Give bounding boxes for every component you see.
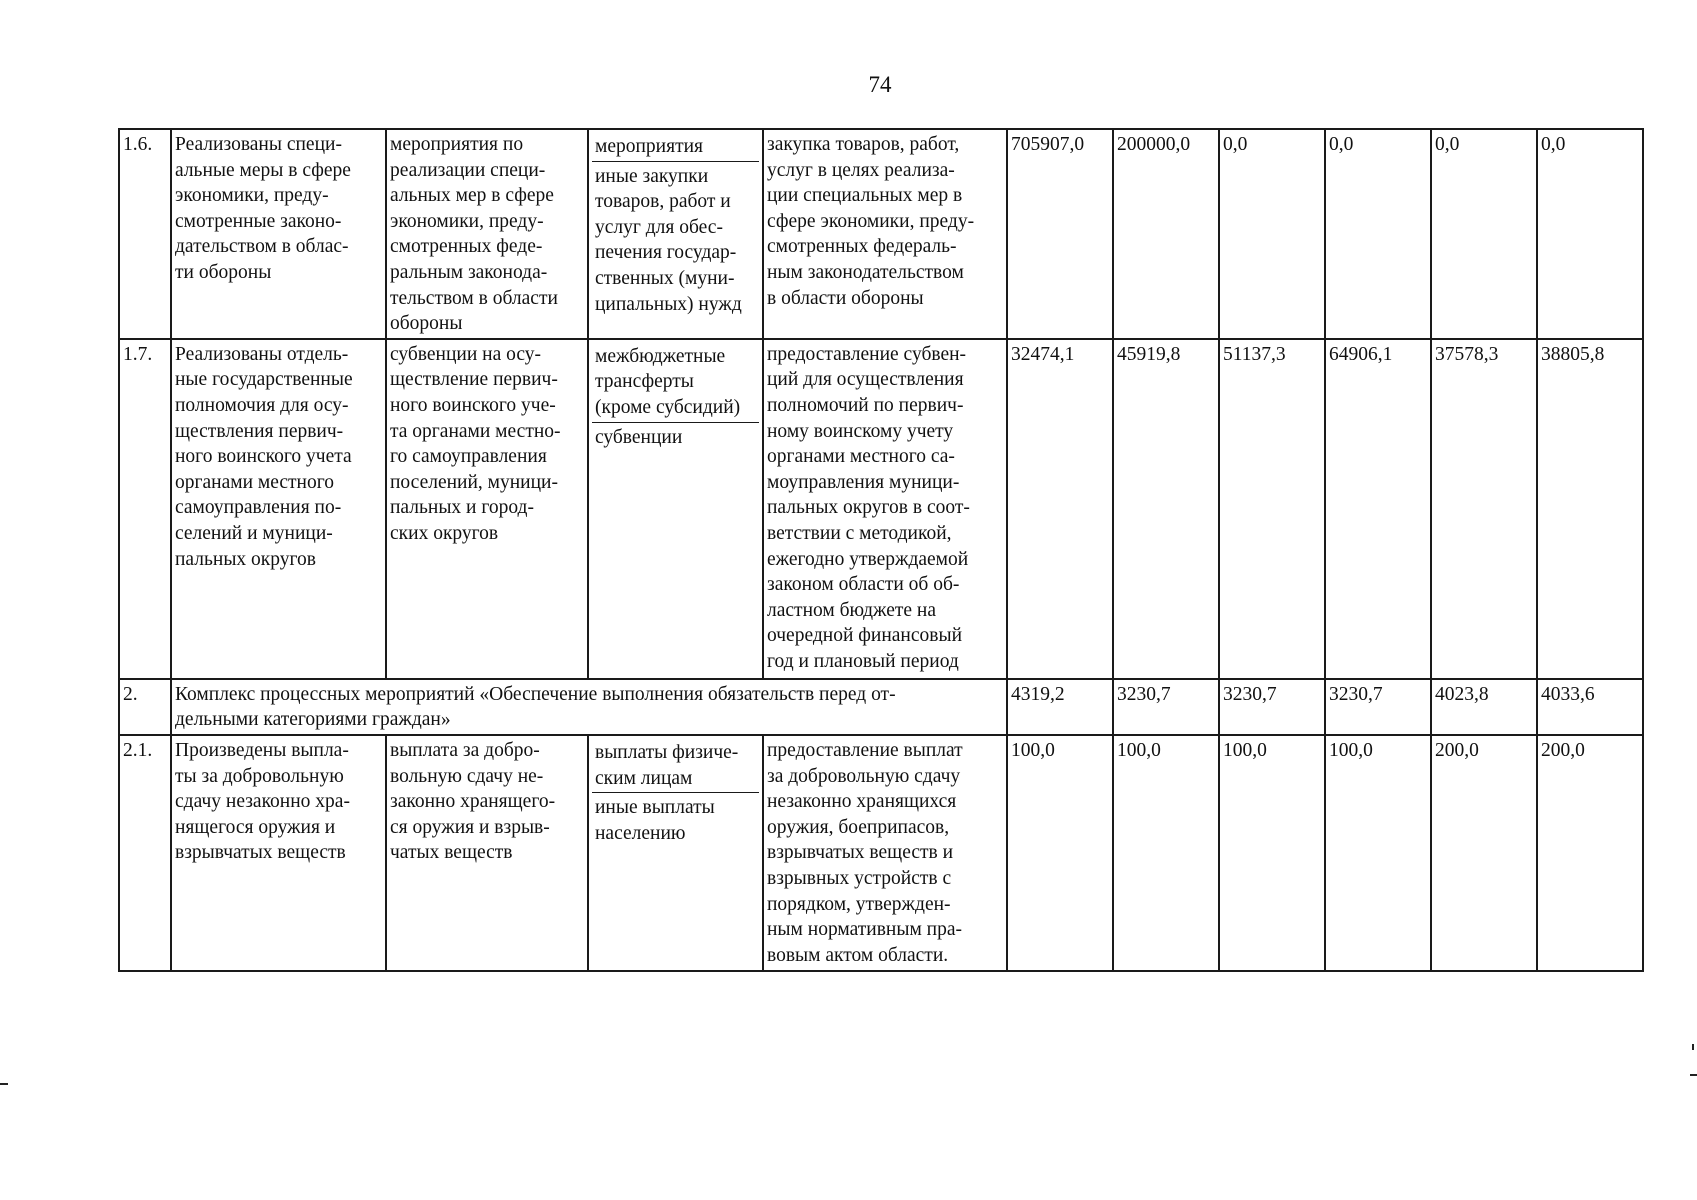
expense-type-subgroup: субвенции [595, 426, 683, 448]
table-row [119, 679, 1643, 735]
value-cell: 4033,6 [1537, 679, 1643, 735]
expense-type-group: выплаты физиче- ским лицам [592, 738, 759, 793]
description-cell: предоставление субвен- ций для осуществления полномочий по первич- ному воинскому учету органами местного са- моуправления муници- пальных округов в соот- ветствии с методикой, ежегодно утверждаемой законом области об об- ластном бюджете на очередной финансовый год и плановый период [763, 339, 1007, 679]
value-cell: 51137,3 [1219, 339, 1325, 679]
value-cell: 0,0 [1219, 129, 1325, 339]
value-cell: 37578,3 [1431, 339, 1537, 679]
table-row [119, 735, 1643, 971]
value-cell: 3230,7 [1219, 679, 1325, 735]
description-cell: предоставление выплат за добровольную сдачу незаконно хранящихся оружия, боеприпасов, взрывчатых веществ и взрывных устройств с порядком, утвержден- ным нормативным пра- вовым актом области. [763, 735, 1007, 971]
table-row [119, 129, 1643, 339]
expense-type-subgroup: иные закупки товаров, работ и услуг для обес- печения государ- ственных (муни- ципальных) нужд [595, 165, 742, 315]
value-cell: 0,0 [1537, 129, 1643, 339]
result-cell: Реализованы специ- альные меры в сфере экономики, преду- смотренные законо- дательством в облас- ти обороны [171, 129, 386, 339]
value-cell: 705907,0 [1007, 129, 1113, 339]
complex-title-cell: Комплекс процессных мероприятий «Обеспечение выполнения обязательств перед от- дельными категориями граждан» [171, 679, 1007, 735]
value-cell: 100,0 [1007, 735, 1113, 971]
budget-table [118, 128, 1644, 972]
value-cell: 4023,8 [1431, 679, 1537, 735]
value-cell: 4319,2 [1007, 679, 1113, 735]
result-cell: Произведены выпла- ты за добровольную сдачу незаконно хра- нящегося оружия и взрывчатых веществ [171, 735, 386, 971]
page-number: 74 [868, 72, 892, 97]
scan-mark [0, 1083, 8, 1085]
event-cell: мероприятия по реализации специ- альных мер в сфере экономики, преду- смотренных феде- ральным законода- тельством в области обороны [386, 129, 588, 339]
expense-type-cell [588, 129, 763, 339]
table-row [119, 339, 1643, 679]
value-cell: 3230,7 [1113, 679, 1219, 735]
row-number: 2.1. [119, 735, 171, 971]
value-cell: 0,0 [1431, 129, 1537, 339]
value-cell: 100,0 [1219, 735, 1325, 971]
row-number: 1.7. [119, 339, 171, 679]
scan-mark [1692, 1044, 1694, 1050]
row-number: 2. [119, 679, 171, 735]
value-cell: 0,0 [1325, 129, 1431, 339]
value-cell: 200,0 [1431, 735, 1537, 971]
expense-type-cell [588, 339, 763, 679]
expense-type-cell [588, 735, 763, 971]
value-cell: 200000,0 [1113, 129, 1219, 339]
value-cell: 3230,7 [1325, 679, 1431, 735]
row-number: 1.6. [119, 129, 171, 339]
value-cell: 32474,1 [1007, 339, 1113, 679]
value-cell: 100,0 [1113, 735, 1219, 971]
scan-mark [1690, 1074, 1697, 1076]
value-cell: 38805,8 [1537, 339, 1643, 679]
value-cell: 64906,1 [1325, 339, 1431, 679]
value-cell: 45919,8 [1113, 339, 1219, 679]
value-cell: 200,0 [1537, 735, 1643, 971]
expense-type-group: мероприятия [592, 132, 759, 162]
description-cell: закупка товаров, работ, услуг в целях реализа- ции специальных мер в сфере экономики, преду- смотренных федераль- ным законодательством в области обороны [763, 129, 1007, 339]
event-cell: выплата за добро- вольную сдачу не- законно хранящего- ся оружия и взрыв- чатых веществ [386, 735, 588, 971]
result-cell: Реализованы отдель- ные государственные полномочия для осу- ществления первич- ного воинского учета органами местного самоуправления по- селений и муници- пальных округов [171, 339, 386, 679]
expense-type-group: межбюджетные трансферты (кроме субсидий) [592, 342, 759, 423]
event-cell: субвенции на осу- ществление первич- ного воинского уче- та органами местно- го самоуправления поселений, муници- пальных и город- ских округов [386, 339, 588, 679]
expense-type-subgroup: иные выплаты населению [595, 797, 715, 844]
value-cell: 100,0 [1325, 735, 1431, 971]
